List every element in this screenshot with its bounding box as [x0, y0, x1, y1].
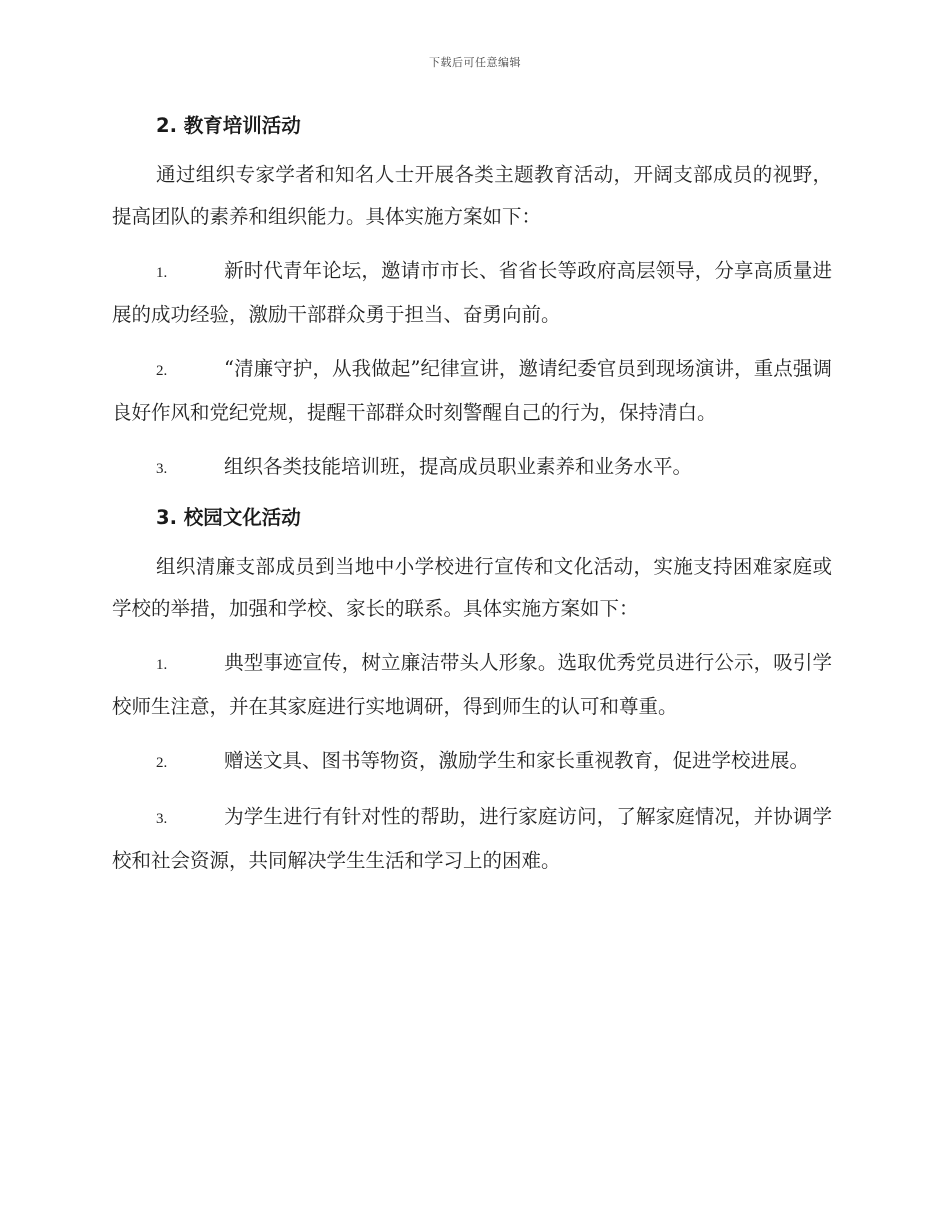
- document-body: [112, 110, 832, 882]
- section-heading: 3. 校园文化活动: [156, 506, 301, 529]
- list-item-text: 为学生进行有针对性的帮助，进行家庭访问，了解家庭情况，并协调学校和社会资源，共同解决学生生活和学习上的困难。: [112, 805, 832, 872]
- list-item: [112, 250, 832, 336]
- list-item-text: “清廉守护，从我做起”纪律宣讲，邀请纪委官员到现场演讲，重点强调良好作风和党纪党规，提醒干部群众时刻警醒自己的行为，保持清白。: [112, 357, 832, 424]
- list-item-text: 组织各类技能培训班，提高成员职业素养和业务水平。: [224, 455, 693, 478]
- list-item: [112, 740, 832, 784]
- section-education-training: [112, 110, 832, 490]
- list-item-number: 3.: [156, 461, 168, 477]
- section-heading: 2. 教育培训活动: [156, 114, 301, 137]
- list-item: [112, 348, 832, 434]
- list-item: [112, 642, 832, 728]
- list-item-number: 1.: [156, 265, 168, 281]
- header-note: 下载后可任意编辑: [429, 56, 521, 69]
- list-item: [112, 446, 832, 490]
- section-intro: 组织清廉支部成员到当地中小学校进行宣传和文化活动，实施支持困难家庭或学校的举措，加强和学校、家长的联系。具体实施方案如下：: [112, 555, 832, 620]
- section-intro: 通过组织专家学者和知名人士开展各类主题教育活动，开阔支部成员的视野，提高团队的素养和组织能力。具体实施方案如下：: [112, 163, 832, 228]
- list-item-number: 2.: [156, 755, 168, 771]
- list-item: [112, 796, 832, 882]
- list-item-number: 2.: [156, 363, 168, 379]
- list-item-text: 典型事迹宣传，树立廉洁带头人形象。选取优秀党员进行公示，吸引学校师生注意，并在其家庭进行实地调研，得到师生的认可和尊重。: [112, 651, 832, 718]
- list-item-text: 赠送文具、图书等物资，激励学生和家长重视教育，促进学校进展。: [224, 749, 810, 772]
- section-campus-culture: [112, 502, 832, 882]
- list-item-number: 1.: [156, 657, 168, 673]
- list-item-number: 3.: [156, 811, 168, 827]
- list-item-text: 新时代青年论坛，邀请市市长、省省长等政府高层领导，分享高质量进展的成功经验，激励干部群众勇于担当、奋勇向前。: [112, 259, 832, 326]
